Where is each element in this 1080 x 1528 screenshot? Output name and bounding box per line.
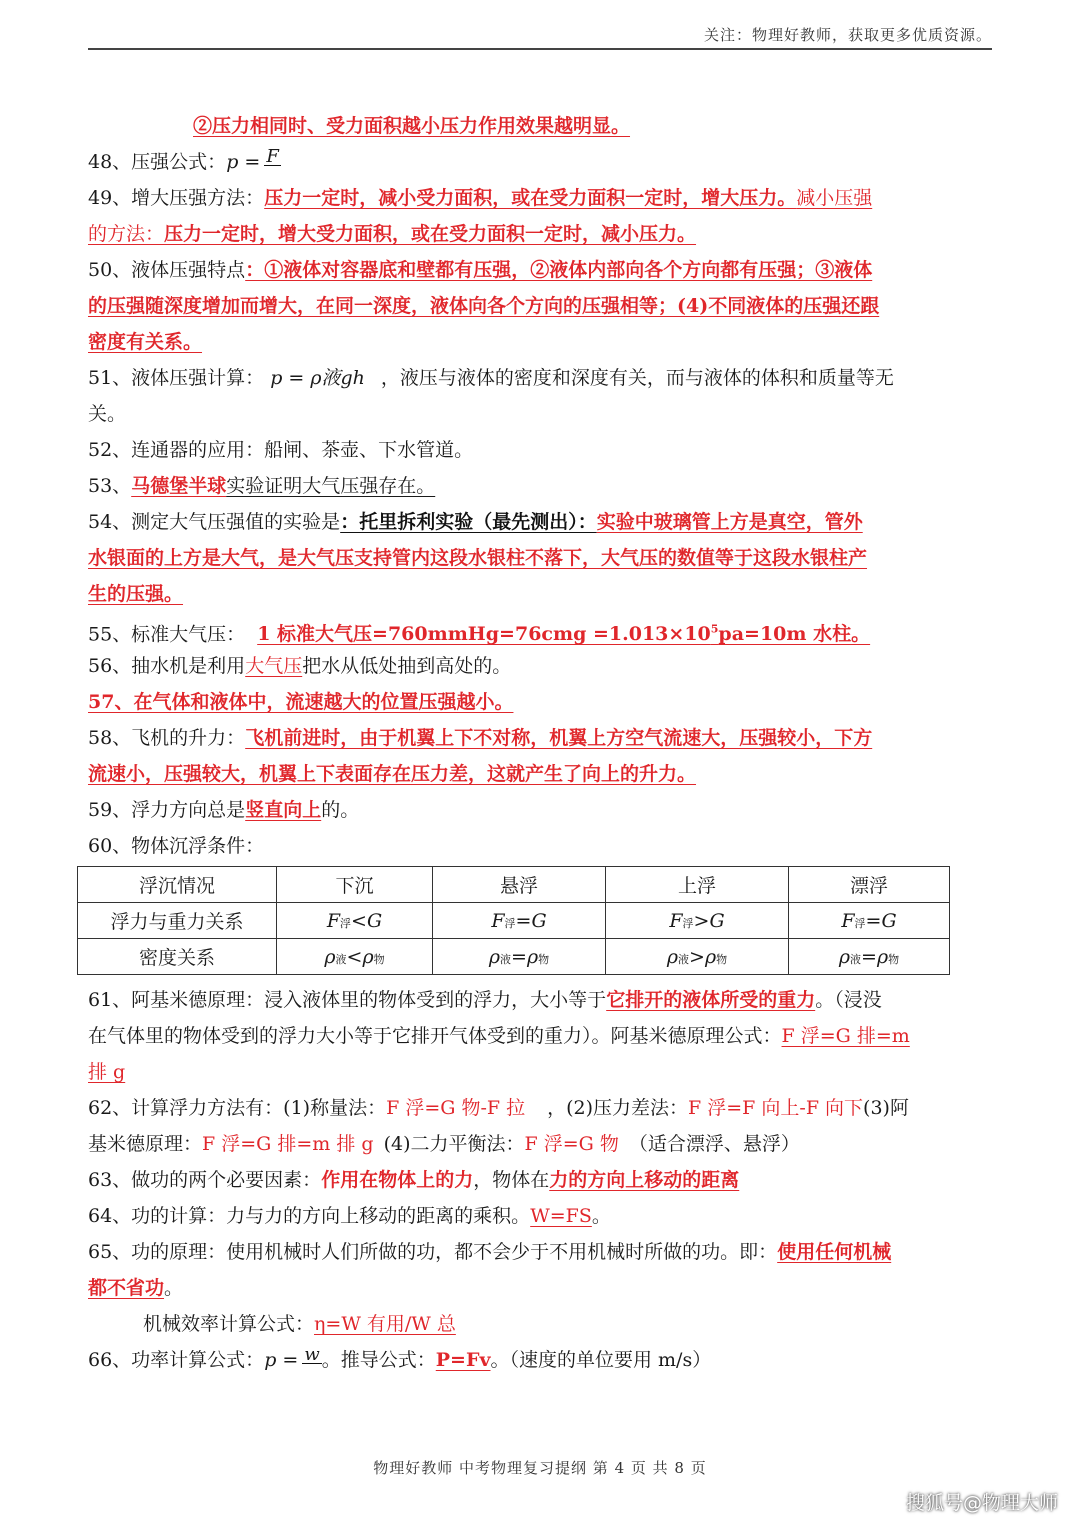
- item-66: 66、功率计算公式：p = w 。推导公式：P=Fv。（速度的单位要用 m/s）: [88, 1342, 994, 1378]
- table-cell: F浮=G: [789, 903, 950, 939]
- line-pressure-effect: ②压力相同时、受力面积越小压力作用效果越明显。: [193, 115, 631, 137]
- item-52: 52、连通器的应用：船闸、茶壶、下水管道。: [88, 439, 474, 461]
- item-59: 59、浮力方向总是竖直向上的。: [88, 799, 360, 821]
- item-61: 61、阿基米德原理：浸入液体里的物体受到的浮力，大小等于它排开的液体所受的重力。（浸没: [88, 989, 882, 1011]
- sohu-watermark: 搜狐号@物理大师: [905, 1492, 1058, 1514]
- item-65-cont: 都不省功。: [88, 1277, 184, 1299]
- table-header-cell: 下沉: [277, 867, 433, 903]
- header-rule: [88, 48, 992, 50]
- item-50-cont1: 的压强随深度增加而增大，在同一深度，液体向各个方向的压强相等；(4)不同液体的压强还跟: [88, 295, 880, 317]
- table-row: [78, 903, 950, 939]
- header-note: 关注：物理好教师，获取更多优质资源。: [703, 26, 992, 44]
- item-62-cont: 基米德原理：F 浮=G 排=m 排 g (4)二力平衡法：F 浮=G 物 （适合漂浮、悬浮）: [88, 1133, 800, 1155]
- table-header-cell: 漂浮: [789, 867, 950, 903]
- table-cell: F浮<G: [277, 903, 433, 939]
- table-cell: ρ液=ρ物: [789, 939, 950, 975]
- item-64: 64、功的计算：力与力的方向上移动的距离的乘积。W=FS。: [88, 1205, 611, 1227]
- item-56: 56、抽水机是利用大气压把水从低处抽到高处的。: [88, 655, 512, 677]
- item-51-cont: 关。: [88, 403, 127, 425]
- item-54-cont1: 水银面的上方是大气，是大气压支持管内这段水银柱不落下，大气压的数值等于这段水银柱产: [88, 547, 868, 569]
- table-cell: F浮=G: [433, 903, 606, 939]
- table-header-row: [78, 867, 950, 903]
- table-cell: F浮>G: [606, 903, 789, 939]
- page-footer: 物理好教师 中考物理复习提纲 第 4 页 共 8 页: [373, 1459, 707, 1477]
- table-header-cell: 浮沉情况: [78, 867, 277, 903]
- item-61-cont2: 排 g: [88, 1061, 126, 1083]
- item-51: 51、液体压强计算： p = ρ液gh ，液压与液体的密度和深度有关，而与液体的体积和质量等无: [88, 367, 894, 389]
- content: [88, 108, 994, 864]
- item-58: 58、飞机的升力：飞机前进时，由于机翼上下不对称，机翼上方空气流速大，压强较小，下方: [88, 727, 873, 749]
- table-row: [78, 939, 950, 975]
- item-54-cont2: 生的压强。: [88, 583, 184, 605]
- item-57: 57、在气体和液体中，流速越大的位置压强越小。: [88, 691, 514, 713]
- item-60: 60、物体沉浮条件：: [88, 835, 265, 857]
- table-header-cell: 悬浮: [433, 867, 606, 903]
- table-row-label: 密度关系: [78, 939, 277, 975]
- item-55: 55、标准大气压： 1 标准大气压=760mmHg=76cmg $=1.013\times 10^5pa=10m$ 水柱。: [88, 623, 871, 646]
- item-63: 63、做功的两个必要因素：作用在物体上的力，物体在力的方向上移动的距离: [88, 1169, 740, 1191]
- item-53: 53、马德堡半球实验证明大气压强存在。: [88, 475, 436, 497]
- table-row-label: 浮力与重力关系: [78, 903, 277, 939]
- item-61-cont1: 在气体里的物体受到的浮力大小等于它排开气体受到的重力）。阿基米德原理公式：F 浮=G 排=m: [88, 1025, 910, 1047]
- item-49: 49、增大压强方法：压力一定时，减小受力面积，或在受力面积一定时，增大压力。减小压强: [88, 187, 873, 209]
- table-cell: ρ液<ρ物: [277, 939, 433, 975]
- item-50: 50、液体压强特点：①液体对容器底和壁都有压强，②液体内部向各个方向都有压强；③液体: [88, 259, 873, 281]
- item-58-cont: 流速小，压强较大，机翼上下表面存在压力差，这就产生了向上的升力。: [88, 763, 697, 785]
- table-cell: ρ液>ρ物: [606, 939, 789, 975]
- table-cell: ρ液=ρ物: [433, 939, 606, 975]
- item-62: 62、计算浮力方法有：(1)称量法：F 浮=G 物-F 拉 ，(2)压力差法：F 浮=F 向上-F 向下(3)阿: [88, 1097, 909, 1119]
- efficiency-formula: 机械效率计算公式：η=W 有用/W 总: [143, 1313, 456, 1335]
- item-54: 54、测定大气压强值的实验是：托里拆利实验（最先测出）：实验中玻璃管上方是真空，管外: [88, 511, 863, 533]
- item-48: 48、压强公式：p = F: [88, 144, 994, 180]
- table-header-cell: 上浮: [606, 867, 789, 903]
- fraction-F-over-S: F: [266, 145, 279, 167]
- fraction-w-over-t: w: [304, 1343, 320, 1365]
- content-lower: [88, 982, 994, 1378]
- item-65: 65、功的原理：使用机械时人们所做的功，都不会少于不用机械时所做的功。即：使用任何机械: [88, 1241, 892, 1263]
- sink-float-table: [77, 866, 950, 975]
- item-49-cont: 的方法：压力一定时，增大受力面积，或在受力面积一定时，减小压力。: [88, 223, 697, 245]
- item-50-cont2: 密度有关系。: [88, 331, 203, 353]
